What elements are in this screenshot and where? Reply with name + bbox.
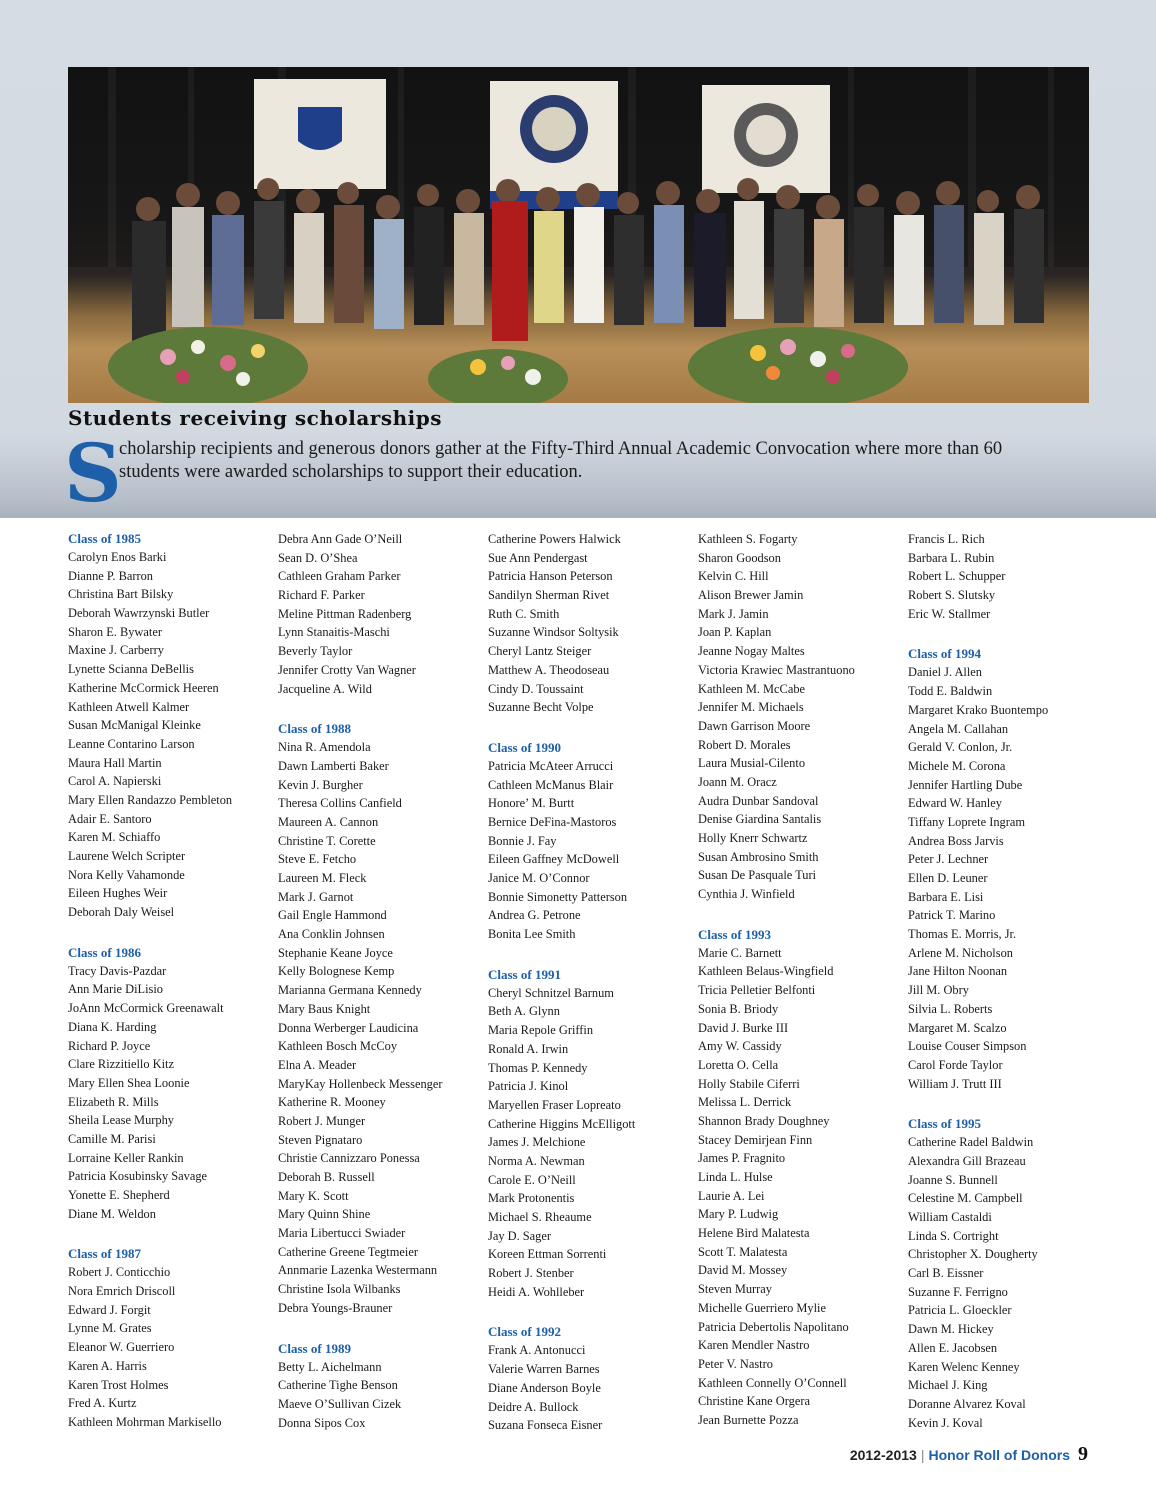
donor-name: Arlene M. Nicholson xyxy=(908,945,1013,960)
donor-name: Barbara L. Rubin xyxy=(908,550,995,565)
donor-name: Kathleen Bosch McCoy xyxy=(278,1039,398,1054)
donor-name: Patricia Debertolis Napolitano xyxy=(698,1319,849,1334)
donor-name: Betty L. Aichelmann xyxy=(278,1359,382,1374)
donor-name: Carolyn Enos Barki xyxy=(68,550,167,564)
donor-group xyxy=(698,530,903,904)
donor-name: Heidi A. Wohlleber xyxy=(488,1284,585,1299)
donor-name: David M. Mossey xyxy=(698,1263,788,1278)
donor-group xyxy=(698,926,903,1430)
donor-name: Gerald V. Conlon, Jr. xyxy=(908,740,1013,755)
donor-name: Sheila Lease Murphy xyxy=(68,1113,174,1128)
column-1 xyxy=(68,530,273,1454)
class-heading: Class of 1987 xyxy=(68,1246,141,1262)
donor-name: Suzanne Becht Volpe xyxy=(488,700,594,715)
donor-name: Mark J. Jamin xyxy=(698,606,769,621)
donor-name: Kevin J. Burgher xyxy=(278,777,363,792)
donor-name: Andrea G. Petrone xyxy=(488,908,581,923)
donor-name: Camille M. Parisi xyxy=(68,1131,156,1146)
class-heading: Class of 1994 xyxy=(908,646,981,662)
donor-name: Suzanne F. Ferrigno xyxy=(908,1284,1008,1299)
donor-name: Diane M. Weldon xyxy=(68,1206,156,1221)
donor-name: Susan De Pasquale Turi xyxy=(698,868,817,883)
donor-name: Dawn Garrison Moore xyxy=(698,718,811,733)
donor-name: Margaret Krako Buontempo xyxy=(908,702,1049,717)
donor-name: Lynn Stanaitis-Maschi xyxy=(278,625,390,640)
donor-name: Jennifer Crotty Van Wagner xyxy=(278,662,416,677)
donor-name: Kelly Bolognese Kemp xyxy=(278,964,395,979)
footer-title: Honor Roll of Donors xyxy=(928,1447,1070,1463)
footer-year: 2012-2013 xyxy=(849,1447,917,1463)
donor-name: Lynette Scianna DeBellis xyxy=(68,662,194,677)
donor-name: Cheryl Lantz Steiger xyxy=(488,644,592,659)
donor-name: Cathleen Graham Parker xyxy=(278,569,401,584)
donor-name: Melissa L. Derrick xyxy=(698,1095,792,1110)
donor-name: Ana Conklin Johnsen xyxy=(278,927,385,942)
donor-name: Bernice DeFina-Mastoros xyxy=(488,814,617,829)
donor-name: Loretta O. Cella xyxy=(698,1057,779,1072)
donor-name: Suzana Fonseca Eisner xyxy=(488,1418,603,1433)
donor-name: Ellen D. Leuner xyxy=(908,871,988,885)
donor-name: Stephanie Keane Joyce xyxy=(278,945,393,960)
donor-name: Maria Libertucci Swiader xyxy=(278,1226,406,1241)
donor-name: Mary Ellen Randazzo Pembleton xyxy=(68,792,233,807)
donor-name: Theresa Collins Canfield xyxy=(278,796,402,811)
donor-name: Yonette E. Shepherd xyxy=(68,1188,170,1202)
donor-name: Mary P. Ludwig xyxy=(698,1207,779,1222)
donor-name: Peter V. Nastro xyxy=(698,1356,773,1371)
donor-name: Janice M. O’Connor xyxy=(488,871,590,885)
donor-name: Kathleen Mohrman Markisello xyxy=(68,1414,222,1429)
donor-name: Clare Rizzitiello Kitz xyxy=(68,1057,174,1072)
donor-name: Joann M. Oracz xyxy=(698,774,777,789)
donor-name: Bonita Lee Smith xyxy=(488,927,576,942)
donor-name: Holly Stabile Ciferri xyxy=(698,1076,800,1091)
donor-name: Catherine Higgins McElligott xyxy=(488,1116,636,1131)
donor-name: Robert J. Stenber xyxy=(488,1266,574,1281)
donor-name: Leanne Contarino Larson xyxy=(68,736,195,751)
donor-name: Gail Engle Hammond xyxy=(278,908,387,923)
donor-group xyxy=(278,1340,483,1433)
class-heading: Class of 1993 xyxy=(698,926,771,942)
donor-name: Koreen Ettman Sorrenti xyxy=(488,1247,607,1262)
donor-name: Tiffany Loprete Ingram xyxy=(908,814,1025,829)
donor-name: James J. Melchione xyxy=(488,1135,586,1150)
donor-name: Kathleen Belaus-Wingfield xyxy=(698,964,834,979)
donor-name: Shannon Brady Doughney xyxy=(698,1113,830,1128)
donor-name: Debra Ann Gade O’Neill xyxy=(278,532,403,546)
donor-name: Barbara E. Lisi xyxy=(908,889,984,904)
donor-group xyxy=(488,739,693,944)
donor-name: Steven Murray xyxy=(698,1282,772,1297)
donor-name: Ann Marie DiLisio xyxy=(68,982,163,997)
donor-name: Eleanor W. Guerriero xyxy=(68,1340,175,1355)
donor-group xyxy=(908,530,1113,623)
donor-name: Angela M. Callahan xyxy=(908,721,1009,736)
donor-name: Audra Dunbar Sandoval xyxy=(698,793,819,808)
donor-name: Karen Mendler Nastro xyxy=(698,1338,810,1353)
donor-name: Michael J. King xyxy=(908,1378,988,1393)
column-3 xyxy=(488,530,693,1457)
donor-columns xyxy=(0,530,1156,1440)
class-heading: Class of 1995 xyxy=(908,1116,981,1132)
footer-separator: | xyxy=(920,1447,925,1463)
donor-name: Allen E. Jacobsen xyxy=(908,1340,998,1355)
donor-name: Maria Repole Griffin xyxy=(488,1023,594,1038)
donor-name: Maeve O’Sullivan Cizek xyxy=(278,1396,402,1411)
class-heading: Class of 1988 xyxy=(278,721,351,737)
donor-name: Patricia Hanson Peterson xyxy=(488,569,613,584)
donor-group xyxy=(488,530,693,717)
donor-group xyxy=(68,1245,273,1431)
donor-name: MaryKay Hollenbeck Messenger xyxy=(278,1076,443,1091)
donor-name: Christine Kane Orgera xyxy=(698,1394,810,1409)
donor-name: Maura Hall Martin xyxy=(68,755,162,770)
donor-name: Silvia L. Roberts xyxy=(908,1001,993,1016)
donor-name: Kathleen Atwell Kalmer xyxy=(68,699,190,714)
donor-name: Robert L. Schupper xyxy=(908,569,1006,584)
donor-name: Catherine Tighe Benson xyxy=(278,1378,398,1393)
caption-body: cholarship recipients and generous donors gather at the Fifty-Third Annual Academic Convocation where more than 60 students were awarded scholarships to support their education. xyxy=(119,439,1003,482)
donor-name: Elna A. Meader xyxy=(278,1057,357,1072)
donor-name: Steven Pignataro xyxy=(278,1132,363,1147)
donor-name: Sandilyn Sherman Rivet xyxy=(488,588,610,603)
donor-name: Edward J. Forgit xyxy=(68,1302,151,1317)
donor-name: Frank A. Antonucci xyxy=(488,1343,586,1358)
column-5 xyxy=(908,530,1113,1454)
donor-name: Stacey Demirjean Finn xyxy=(698,1132,813,1147)
donor-name: Mary Ellen Shea Loonie xyxy=(68,1075,190,1090)
donor-name: Sonia B. Briody xyxy=(698,1001,779,1016)
donor-group xyxy=(488,1323,693,1434)
donor-name: Daniel J. Allen xyxy=(908,665,982,680)
class-heading: Class of 1985 xyxy=(68,531,141,546)
column-2 xyxy=(278,530,483,1454)
donor-group xyxy=(488,966,693,1302)
donor-name: Eileen Hughes Weir xyxy=(68,886,168,901)
donor-name: Kevin J. Koval xyxy=(908,1415,983,1430)
donor-name: Marie C. Barnett xyxy=(698,945,782,960)
donor-name: Jeanne Nogay Maltes xyxy=(698,644,805,659)
donor-name: Todd E. Baldwin xyxy=(908,684,993,699)
donor-name: Christie Cannizzaro Ponessa xyxy=(278,1151,420,1166)
donor-group xyxy=(278,720,483,1317)
donor-name: Deborah Daly Weisel xyxy=(68,905,175,920)
donor-name: Sharon E. Bywater xyxy=(68,624,162,639)
donor-name: Robert J. Munger xyxy=(278,1113,366,1128)
class-heading: Class of 1992 xyxy=(488,1324,561,1340)
donor-name: Christine Isola Wilbanks xyxy=(278,1282,401,1297)
donor-name: Deborah Wawrzynski Butler xyxy=(68,606,210,621)
donor-name: Ronald A. Irwin xyxy=(488,1041,569,1056)
donor-name: Catherine Greene Tegtmeier xyxy=(278,1244,418,1259)
donor-name: Thomas E. Morris, Jr. xyxy=(908,927,1017,942)
donor-name: Steve E. Fetcho xyxy=(278,852,357,867)
donor-name: Katherine McCormick Heeren xyxy=(68,680,219,695)
donor-name: Amy W. Cassidy xyxy=(698,1039,782,1054)
donor-name: Matthew A. Theodoseau xyxy=(488,662,610,677)
donor-name: Mary K. Scott xyxy=(278,1188,349,1203)
donor-name: Karen M. Schiaffo xyxy=(68,830,161,845)
donor-name: Karen Trost Holmes xyxy=(68,1377,169,1392)
donor-name: Karen A. Harris xyxy=(68,1358,147,1373)
donor-name: Patricia L. Gloeckler xyxy=(908,1303,1012,1318)
donor-name: Donna Werberger Laudicina xyxy=(278,1020,419,1035)
donor-name: Christopher X. Dougherty xyxy=(908,1247,1038,1262)
donor-name: Deidre A. Bullock xyxy=(488,1399,579,1414)
donor-name: Debra Youngs-Brauner xyxy=(278,1300,393,1315)
donor-name: Jay D. Sager xyxy=(488,1228,551,1243)
donor-name: Deborah B. Russell xyxy=(278,1170,375,1184)
donor-name: Beth A. Glynn xyxy=(488,1004,560,1019)
column-4 xyxy=(698,530,903,1452)
donor-name: Cathleen McManus Blair xyxy=(488,777,614,792)
donor-name: JoAnn McCormick Greenawalt xyxy=(68,1001,224,1016)
donor-name: Jean Burnette Pozza xyxy=(698,1412,799,1427)
donor-name: Laurene Welch Scripter xyxy=(68,849,186,863)
donor-name: Richard F. Parker xyxy=(278,588,365,603)
donor-name: Robert J. Conticchio xyxy=(68,1265,171,1280)
donor-name: Laureen M. Fleck xyxy=(278,871,367,885)
donor-name: Norma A. Newman xyxy=(488,1153,585,1168)
donor-name: Diana K. Harding xyxy=(68,1019,157,1034)
donor-name: Laura Musial-Cilento xyxy=(698,756,806,771)
donor-name: Valerie Warren Barnes xyxy=(488,1362,600,1377)
donor-name: Edward W. Hanley xyxy=(908,796,1002,811)
donor-name: Celestine M. Campbell xyxy=(908,1191,1023,1206)
donor-name: Kathleen Connelly O’Connell xyxy=(698,1375,847,1390)
donor-group xyxy=(908,1115,1113,1432)
class-heading: Class of 1991 xyxy=(488,966,561,982)
donor-name: Beverly Taylor xyxy=(278,644,353,659)
donor-group xyxy=(908,645,1113,1093)
donor-name: Jacqueline A. Wild xyxy=(278,681,372,696)
donor-name: Robert D. Morales xyxy=(698,737,791,752)
donor-name: Christine T. Corette xyxy=(278,833,376,848)
donor-name: Susan Ambrosino Smith xyxy=(698,849,819,864)
donor-name: Cindy D. Toussaint xyxy=(488,681,584,696)
donor-name: Mark J. Garnot xyxy=(278,889,354,904)
donor-name: Marianna Germana Kennedy xyxy=(278,983,422,998)
donor-name: Victoria Krawiec Mastrantuono xyxy=(698,662,855,677)
donor-name: Mark Protonentis xyxy=(488,1191,575,1206)
donor-name: Christina Bart Bilsky xyxy=(68,587,174,602)
donor-name: David J. Burke III xyxy=(698,1020,789,1035)
donor-name: Jill M. Obry xyxy=(908,983,969,998)
donor-name: Maxine J. Carberry xyxy=(68,643,164,658)
donor-name: Carol Forde Taylor xyxy=(908,1057,1003,1072)
donor-name: Sue Ann Pendergast xyxy=(488,550,588,565)
donor-name: Thomas P. Kennedy xyxy=(488,1060,588,1075)
donor-name: Laurie A. Lei xyxy=(698,1188,765,1203)
donor-name: Maureen A. Cannon xyxy=(278,814,379,829)
donor-name: Catherine Powers Halwick xyxy=(488,532,621,546)
donor-name: Bonnie Simonetty Patterson xyxy=(488,889,628,904)
donor-name: Karen Welenc Kenney xyxy=(908,1359,1020,1374)
donor-name: Andrea Boss Jarvis xyxy=(908,833,1004,848)
donor-name: Linda L. Hulse xyxy=(698,1170,773,1184)
donor-name: Fred A. Kurtz xyxy=(68,1396,137,1411)
donor-name: Denise Giardina Santalis xyxy=(698,812,822,827)
donor-name: Catherine Radel Baldwin xyxy=(908,1135,1034,1150)
donor-name: Suzanne Windsor Soltysik xyxy=(488,625,619,640)
donor-name: Carl B. Eissner xyxy=(908,1266,984,1281)
donor-name: Annmarie Lazenka Westermann xyxy=(278,1263,438,1278)
donor-name: Tracy Davis-Pazdar xyxy=(68,963,167,978)
donor-name: Dawn M. Hickey xyxy=(908,1322,994,1337)
donor-name: William J. Trutt III xyxy=(908,1076,1002,1091)
donor-name: Michelle Guerriero Mylie xyxy=(698,1300,826,1315)
donor-name: Scott T. Malatesta xyxy=(698,1244,788,1259)
donor-name: Kelvin C. Hill xyxy=(698,569,769,584)
donor-name: James P. Fragnito xyxy=(698,1151,786,1166)
donor-name: Honore’ M. Burtt xyxy=(488,796,575,811)
donor-name: Meline Pittman Radenberg xyxy=(278,606,412,621)
donor-name: Peter J. Lechner xyxy=(908,852,989,867)
drop-cap: S xyxy=(64,426,122,520)
donor-name: Jennifer Hartling Dube xyxy=(908,777,1023,792)
donor-name: Nina R. Amendola xyxy=(278,740,371,755)
donor-name: Holly Knerr Schwartz xyxy=(698,831,808,845)
class-heading: Class of 1989 xyxy=(278,1340,351,1356)
donor-name: Diane Anderson Boyle xyxy=(488,1380,601,1395)
donor-name: Adair E. Santoro xyxy=(68,811,152,826)
donor-name: Eric W. Stallmer xyxy=(908,606,991,621)
donor-name: Francis L. Rich xyxy=(908,532,985,546)
donor-name: Michele M. Corona xyxy=(908,758,1006,773)
donor-name: Patrick T. Marino xyxy=(908,908,996,923)
donor-name: Elizabeth R. Mills xyxy=(68,1094,159,1109)
donor-name: Richard P. Joyce xyxy=(68,1038,151,1053)
class-heading: Class of 1990 xyxy=(488,739,561,755)
donor-group xyxy=(278,530,483,698)
donor-name: Bonnie J. Fay xyxy=(488,833,557,848)
donor-name: Lorraine Keller Rankin xyxy=(68,1150,184,1165)
donor-name: Cheryl Schnitzel Barnum xyxy=(488,985,614,1000)
donor-name: Patricia Kosubinsky Savage xyxy=(68,1169,208,1184)
donor-name: Cynthia J. Winfield xyxy=(698,887,795,902)
donor-name: Jane Hilton Noonan xyxy=(908,964,1008,979)
donor-name: Joan P. Kaplan xyxy=(698,625,772,640)
donor-name: Dianne P. Barron xyxy=(68,568,153,583)
page-footer xyxy=(850,1443,1088,1466)
donor-group xyxy=(68,944,273,1224)
donor-name: Mary Baus Knight xyxy=(278,1001,371,1016)
donor-name: Alison Brewer Jamin xyxy=(698,588,804,603)
donor-name: Patricia McAteer Arrucci xyxy=(488,758,614,773)
donor-name: Tricia Pelletier Belfonti xyxy=(698,983,816,998)
donor-name: Nora Emrich Driscoll xyxy=(68,1284,176,1299)
donor-name: Carol A. Napierski xyxy=(68,774,162,789)
donor-name: Sean D. O’Shea xyxy=(278,550,358,565)
donor-name: Kathleen S. Fogarty xyxy=(698,532,798,546)
donor-group xyxy=(68,530,273,922)
caption-title: Students receiving scholarships xyxy=(68,406,442,430)
donor-name: Susan McManigal Kleinke xyxy=(68,718,201,733)
donor-name: Maryellen Fraser Lopreato xyxy=(488,1097,621,1112)
donor-name: Ruth C. Smith xyxy=(488,606,560,621)
donor-name: Linda S. Cortright xyxy=(908,1228,999,1243)
donor-name: Kathleen M. McCabe xyxy=(698,681,806,696)
donor-name: Jennifer M. Michaels xyxy=(698,700,804,715)
donor-name: William Castaldi xyxy=(908,1210,992,1224)
donor-name: Carole E. O’Neill xyxy=(488,1172,576,1187)
donor-name: Helene Bird Malatesta xyxy=(698,1226,810,1241)
donor-name: Donna Sipos Cox xyxy=(278,1415,366,1430)
donor-name: Michael S. Rheaume xyxy=(488,1210,592,1224)
donor-name: Alexandra Gill Brazeau xyxy=(908,1153,1026,1168)
donor-name: Joanne S. Bunnell xyxy=(908,1172,998,1187)
donor-name: Katherine R. Mooney xyxy=(278,1095,386,1110)
donor-name: Lynne M. Grates xyxy=(68,1321,152,1336)
donor-name: Dawn Lamberti Baker xyxy=(278,758,389,773)
donor-name: Margaret M. Scalzo xyxy=(908,1020,1007,1035)
convocation-photo xyxy=(68,67,1089,403)
donor-name: Mary Quinn Shine xyxy=(278,1207,371,1222)
donor-name: Patricia J. Kinol xyxy=(488,1079,569,1094)
donor-name: Sharon Goodson xyxy=(698,550,781,565)
donor-name: Doranne Alvarez Koval xyxy=(908,1396,1026,1411)
class-heading: Class of 1986 xyxy=(68,944,141,960)
donor-name: Eileen Gaffney McDowell xyxy=(488,852,620,867)
donor-name: Robert S. Slutsky xyxy=(908,588,996,603)
page-number: 9 xyxy=(1078,1443,1088,1465)
donor-name: Nora Kelly Vahamonde xyxy=(68,867,185,882)
donor-name: Louise Couser Simpson xyxy=(908,1039,1027,1054)
